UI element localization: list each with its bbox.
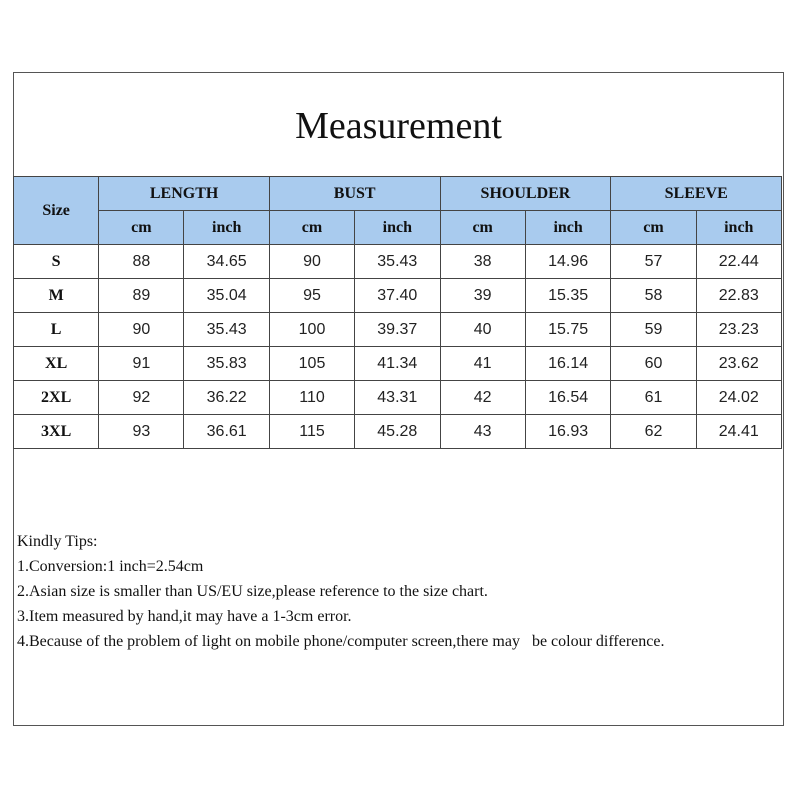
table-cell: 15.75 xyxy=(525,313,611,347)
tip-item: 4.Because of the problem of light on mobile phone/computer screen,there may be colour difference. xyxy=(17,633,665,650)
table-cell: 35.43 xyxy=(184,313,269,347)
tips-heading: Kindly Tips: xyxy=(17,533,98,550)
size-cell: S xyxy=(14,245,99,279)
table-cell: 23.23 xyxy=(696,313,781,347)
table-cell: 22.44 xyxy=(696,245,781,279)
table-cell: 41.34 xyxy=(355,347,440,381)
table-cell: 39.37 xyxy=(355,313,440,347)
page-title: Measurement xyxy=(295,105,502,147)
unit-header: cm xyxy=(440,211,525,245)
table-row xyxy=(14,313,782,347)
tip-item: 2.Asian size is smaller than US/EU size,please reference to the size chart. xyxy=(17,583,488,600)
table-cell: 105 xyxy=(269,347,354,381)
table-cell: 57 xyxy=(611,245,696,279)
table-cell: 95 xyxy=(269,279,354,313)
unit-header: inch xyxy=(696,211,781,245)
table-row xyxy=(14,415,782,449)
table-cell: 88 xyxy=(99,245,184,279)
unit-header: cm xyxy=(611,211,696,245)
table-cell: 15.35 xyxy=(525,279,611,313)
table-row xyxy=(14,245,782,279)
table-cell: 34.65 xyxy=(184,245,269,279)
table-cell: 16.54 xyxy=(525,381,611,415)
table-cell: 89 xyxy=(99,279,184,313)
unit-header: inch xyxy=(184,211,269,245)
unit-header: cm xyxy=(99,211,184,245)
table-cell: 90 xyxy=(269,245,354,279)
table-cell: 60 xyxy=(611,347,696,381)
table-row xyxy=(14,279,782,313)
table-cell: 36.61 xyxy=(184,415,269,449)
tip-item: 1.Conversion:1 inch=2.54cm xyxy=(17,558,204,575)
tip-item: 3.Item measured by hand,it may have a 1-3cm error. xyxy=(17,608,352,625)
table-cell: 35.83 xyxy=(184,347,269,381)
table-cell: 38 xyxy=(440,245,525,279)
size-cell: 2XL xyxy=(14,381,99,415)
table-cell: 42 xyxy=(440,381,525,415)
table-cell: 24.41 xyxy=(696,415,781,449)
table-cell: 43.31 xyxy=(355,381,440,415)
table-row xyxy=(14,347,782,381)
table-cell: 22.83 xyxy=(696,279,781,313)
table-cell: 92 xyxy=(99,381,184,415)
size-cell: XL xyxy=(14,347,99,381)
table-cell: 43 xyxy=(440,415,525,449)
table-cell: 45.28 xyxy=(355,415,440,449)
size-table xyxy=(13,176,782,449)
table-cell: 90 xyxy=(99,313,184,347)
table-cell: 40 xyxy=(440,313,525,347)
table-cell: 24.02 xyxy=(696,381,781,415)
unit-header: inch xyxy=(355,211,440,245)
table-cell: 61 xyxy=(611,381,696,415)
table-cell: 16.14 xyxy=(525,347,611,381)
table-row xyxy=(14,381,782,415)
table-cell: 62 xyxy=(611,415,696,449)
size-header: Size xyxy=(14,177,99,245)
table-cell: 93 xyxy=(99,415,184,449)
group-header-bust: BUST xyxy=(269,177,440,211)
table-cell: 91 xyxy=(99,347,184,381)
size-cell: L xyxy=(14,313,99,347)
table-cell: 14.96 xyxy=(525,245,611,279)
group-header-length: LENGTH xyxy=(99,177,270,211)
table-cell: 23.62 xyxy=(696,347,781,381)
group-header-sleeve: SLEEVE xyxy=(611,177,782,211)
size-cell: 3XL xyxy=(14,415,99,449)
group-header-shoulder: SHOULDER xyxy=(440,177,611,211)
table-cell: 100 xyxy=(269,313,354,347)
table-cell: 16.93 xyxy=(525,415,611,449)
tips-section xyxy=(17,529,664,654)
table-cell: 115 xyxy=(269,415,354,449)
table-cell: 41 xyxy=(440,347,525,381)
size-chart-frame xyxy=(13,72,784,726)
unit-header: inch xyxy=(525,211,611,245)
table-cell: 37.40 xyxy=(355,279,440,313)
size-cell: M xyxy=(14,279,99,313)
table-cell: 35.04 xyxy=(184,279,269,313)
unit-header: cm xyxy=(269,211,354,245)
table-cell: 58 xyxy=(611,279,696,313)
table-cell: 36.22 xyxy=(184,381,269,415)
table-cell: 39 xyxy=(440,279,525,313)
table-cell: 35.43 xyxy=(355,245,440,279)
table-cell: 110 xyxy=(269,381,354,415)
table-cell: 59 xyxy=(611,313,696,347)
